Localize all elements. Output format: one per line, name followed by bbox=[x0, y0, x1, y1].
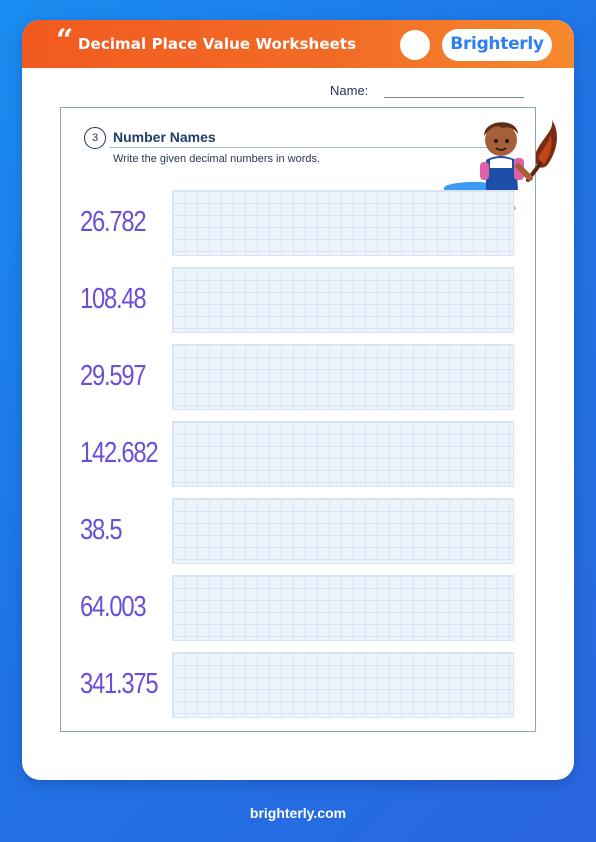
footer-url[interactable]: brighterly.com bbox=[249, 805, 347, 821]
quote-icon: “ bbox=[56, 23, 74, 58]
section-number: 3 bbox=[84, 127, 106, 149]
header-bar bbox=[22, 20, 574, 68]
answer-grid[interactable] bbox=[172, 190, 514, 256]
exercise-row bbox=[22, 190, 574, 256]
decimal-number: 26.782 bbox=[80, 206, 146, 238]
answer-grid[interactable] bbox=[172, 498, 514, 564]
decimal-number: 108.48 bbox=[80, 283, 146, 315]
decimal-number: 142.682 bbox=[80, 437, 158, 469]
exercise-row bbox=[22, 267, 574, 333]
decimal-number: 64.003 bbox=[80, 591, 146, 623]
section-title: Number Names bbox=[113, 129, 216, 145]
answer-grid[interactable] bbox=[172, 344, 514, 410]
instructions: Write the given decimal numbers in words. bbox=[113, 153, 321, 165]
worksheet-card bbox=[22, 20, 574, 780]
decimal-number: 341.375 bbox=[80, 668, 158, 700]
answer-grid[interactable] bbox=[172, 267, 514, 333]
circle-button bbox=[400, 30, 430, 60]
brighterly-logo bbox=[442, 29, 552, 61]
name-line bbox=[384, 97, 524, 98]
answer-grid[interactable] bbox=[172, 421, 514, 487]
exercise-row bbox=[22, 652, 574, 718]
worksheet-title: Decimal Place Value Worksheets bbox=[78, 35, 357, 53]
exercise-row bbox=[22, 344, 574, 410]
exercise-row bbox=[22, 498, 574, 564]
logo-text: Brighterly bbox=[450, 34, 544, 54]
name-label: Name: bbox=[330, 83, 369, 98]
answer-grid[interactable] bbox=[172, 652, 514, 718]
decimal-number: 29.597 bbox=[80, 360, 146, 392]
exercise-row bbox=[22, 421, 574, 487]
answer-grid[interactable] bbox=[172, 575, 514, 641]
decimal-number: 38.5 bbox=[80, 514, 122, 546]
section-divider bbox=[110, 147, 490, 148]
exercise-row bbox=[22, 575, 574, 641]
